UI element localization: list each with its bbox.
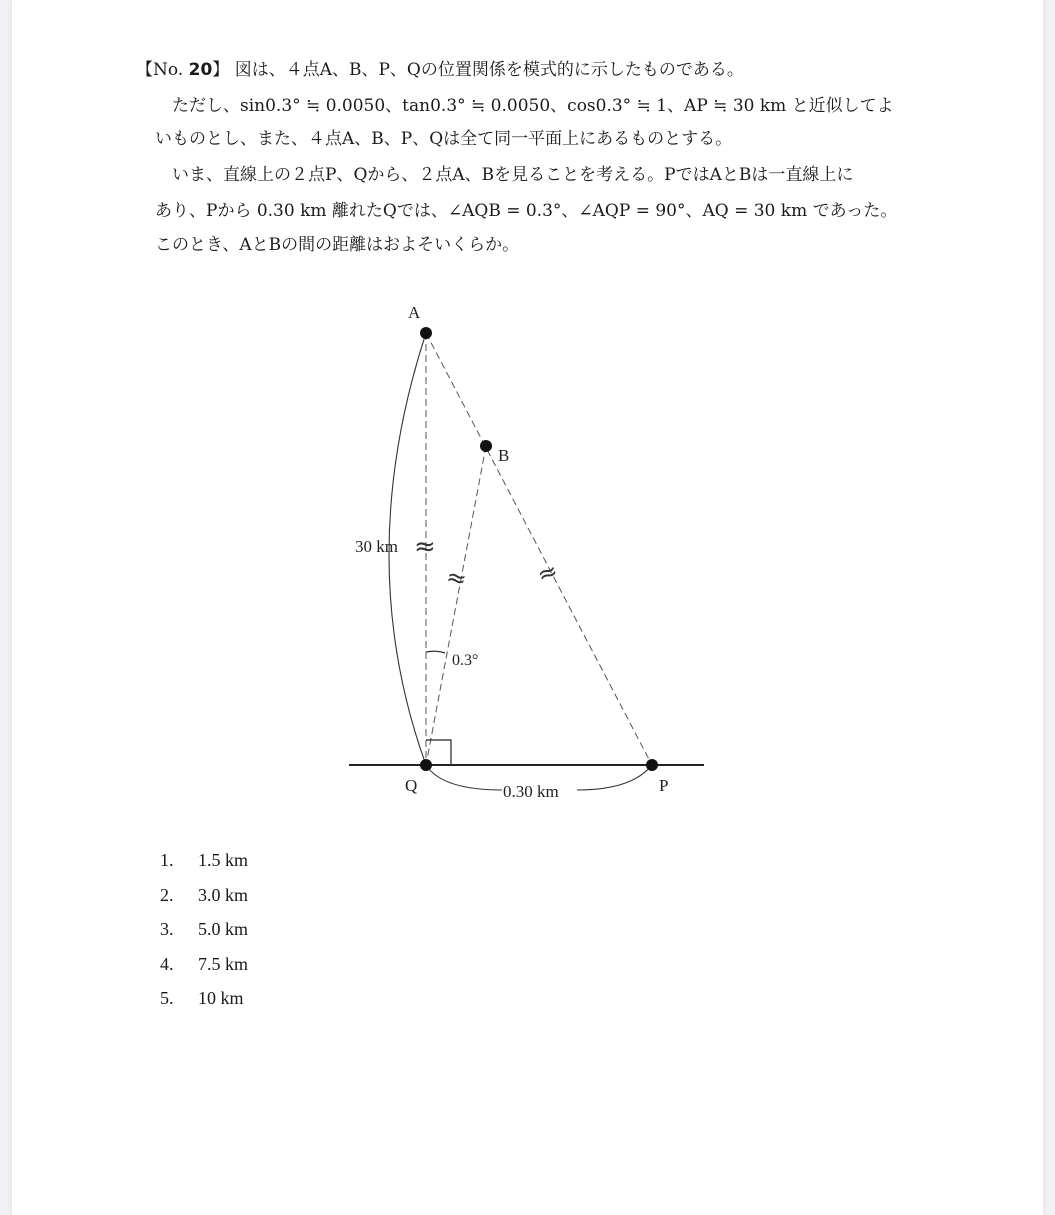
arc-qp-left xyxy=(426,765,502,790)
problem-line-6: このとき、AとBの間の距離はおよそいくらか。 xyxy=(155,235,520,255)
geometry-diagram xyxy=(12,0,1043,1215)
choice-5-value: 10 km xyxy=(198,988,244,1008)
choice-4-value: 7.5 km xyxy=(198,954,249,974)
choice-4-number: 4. xyxy=(160,954,174,974)
dashed-ap xyxy=(426,333,652,765)
problem-text: 図は、４点A、B、P、Qの位置関係を模式的に示したものである。 xyxy=(234,60,744,80)
label-a: A xyxy=(408,303,421,322)
problem-bracket-close: 】 xyxy=(212,60,230,80)
dashed-qb xyxy=(426,446,486,765)
label-p: P xyxy=(659,776,669,795)
problem-bracket-open: 【No. xyxy=(136,60,184,80)
choice-2-number: 2. xyxy=(160,885,174,905)
break-symbol-aq: ≈ xyxy=(414,532,436,562)
problem-line-3: いものとし、また、４点A、B、P、Qは全て同一平面上にあるものとする。 xyxy=(155,129,733,149)
break-symbol-ap: ≈ xyxy=(533,556,562,590)
choice-5-number: 5. xyxy=(160,988,174,1008)
point-p xyxy=(646,759,658,771)
point-a xyxy=(420,327,432,339)
problem-number: 20 xyxy=(188,60,213,80)
point-q xyxy=(420,759,432,771)
label-angle: 0.3° xyxy=(452,652,479,669)
problem-line-5: あり、Pから 0.30 km 離れたQでは、∠AQB = 0.3°、∠AQP = 90°、AQ = 30 km であった。 xyxy=(155,201,898,221)
label-b: B xyxy=(498,446,510,465)
label-qp-distance: 0.30 km xyxy=(503,782,559,801)
angle-arc xyxy=(426,651,445,653)
arc-qp-right xyxy=(577,765,652,790)
choice-2-value: 3.0 km xyxy=(198,885,249,905)
choice-1-value: 1.5 km xyxy=(198,850,249,870)
label-q: Q xyxy=(405,776,418,795)
break-symbol-qb: ≈ xyxy=(443,562,470,594)
label-aq-distance: 30 km xyxy=(355,537,398,556)
choice-3-number: 3. xyxy=(160,919,174,939)
choice-3-value: 5.0 km xyxy=(198,919,249,939)
choice-1-number: 1. xyxy=(160,850,174,870)
problem-line-2: ただし、sin0.3° ≒ 0.0050、tan0.3° ≒ 0.0050、cos0.3° ≒ 1、AP ≒ 30 km と近似してよ xyxy=(172,96,894,116)
point-b xyxy=(480,440,492,452)
problem-line-4: いま、直線上の２点P、Qから、２点A、Bを見ることを考える。PではAとBは一直線上に xyxy=(172,165,854,185)
document-page xyxy=(12,0,1043,1215)
